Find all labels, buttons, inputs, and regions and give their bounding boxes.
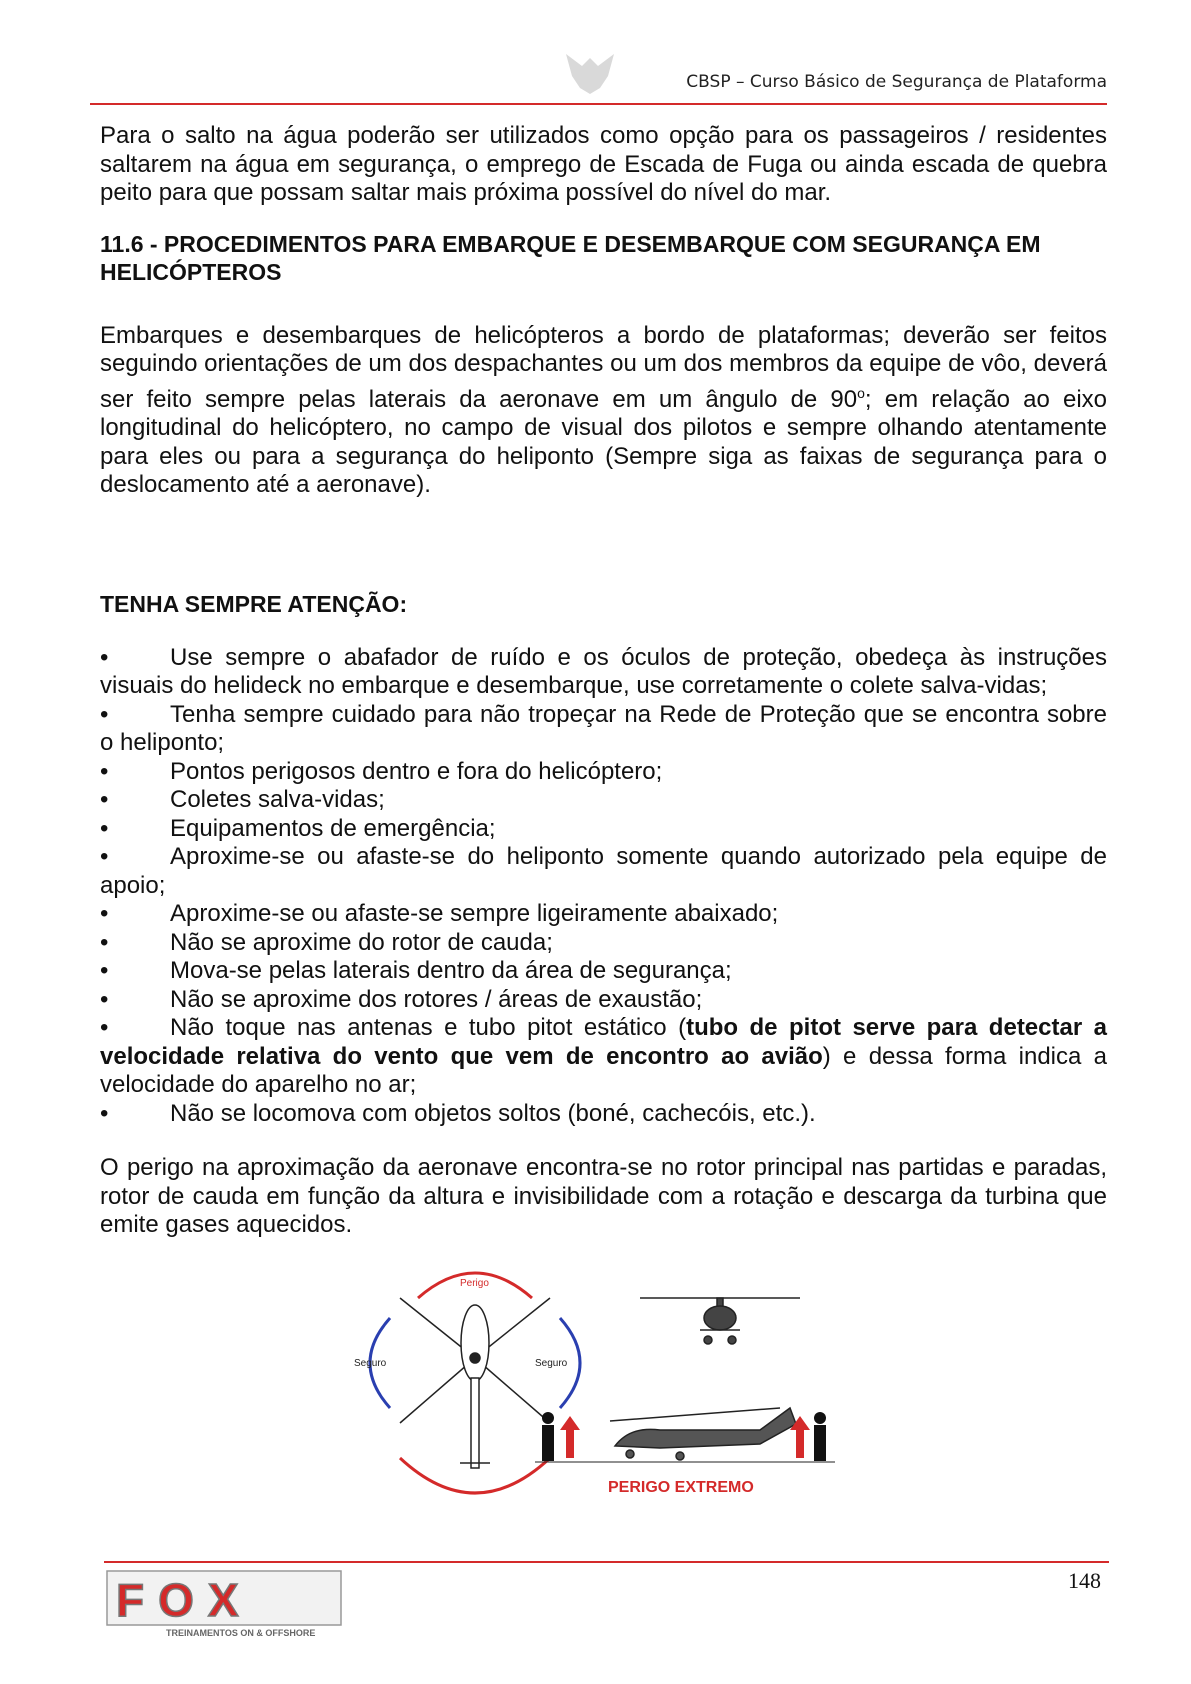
arrow-left-icon [560,1416,580,1458]
svg-text:TREINAMENTOS ON & OFFSHORE: TREINAMENTOS ON & OFFSHORE [166,1628,316,1638]
degree-sup: o [857,384,865,401]
list-item: • Use sempre o abafador de ruído e os óculos de proteção, obedeça às instruções visuais do helideck no embarque e desembarque, use corretamente o colete salva-vidas; [100,643,1107,699]
bullet-icon: • [100,1014,109,1041]
bullet-icon: • [100,1099,109,1127]
header-rule [90,103,1107,105]
list-item: • Aproxime-se ou afaste-se do heliponto somente quando autorizado pela equipe de apoio; [100,843,1107,899]
bullet-icon: • [100,786,109,813]
page-number: 148 [1068,1568,1101,1593]
bullet-icon: • [100,643,109,671]
list-item: • Aproxime-se ou afaste-se sempre ligeiramente abaixado; [100,900,779,927]
list-item: • Não se aproxime dos rotores / áreas de exaustão; [100,985,703,1013]
list-item: • Coletes salva-vidas; [100,786,385,813]
helicopter-top-view-icon [400,1298,550,1468]
person-left-icon [542,1412,554,1461]
attention-heading: TENHA SEMPRE ATENÇÃO: [100,590,408,617]
fox-watermark-icon [560,48,620,98]
bullet-icon: • [100,700,109,728]
bullet-icon: • [100,928,109,956]
label-seguro-left: Seguro [354,1358,387,1369]
page-content [100,122,1107,1240]
fox-logo-icon [106,1570,342,1638]
helicopter-safety-figure [354,1258,850,1518]
bullet-icon: • [100,957,109,984]
bullet-icon: • [100,757,109,785]
footer-rule [104,1561,1109,1563]
label-perigo-extremo: PERIGO EXTREMO [608,1479,754,1496]
bullet-icon: • [100,985,109,1013]
attention-list [100,644,1107,1129]
bullet-icon: • [100,814,109,842]
person-right-icon [814,1412,826,1461]
danger-paragraph: O perigo na aproximação da aeronave encontra-se no rotor principal nas partidas e paradas, rotor de cauda em função da altura e invisibilidade com a rotação e descarga da turbina que emite gases aquecidos. [100,1154,1107,1238]
svg-text:FOX: FOX [116,1574,253,1626]
boarding-text-b: ; em relação ao eixo longitudinal do helicóptero, no campo de visual dos pilotos e sempre olhando atentamente para eles ou para a segurança do heliponto (Sempre siga as faixas de segurança para o deslocamento até a aeronave). [100,385,1107,498]
list-item: • Tenha sempre cuidado para não tropeçar na Rede de Proteção que se encontra sobre o heliponto; [100,700,1107,756]
boarding-paragraph [100,322,1107,500]
bullet-icon: • [100,900,109,927]
list-item: • Pontos perigosos dentro e fora do helicóptero; [100,757,663,785]
bullet-icon: • [100,843,109,870]
section-heading: 11.6 - PROCEDIMENTOS PARA EMBARQUE E DESEMBARQUE COM SEGURANÇA EM HELICÓPTEROS [100,230,1041,285]
intro-paragraph: Para o salto na água poderão ser utilizados como opção para os passageiros / residentes saltarem na água em segurança, o emprego de Escada de Fuga ou ainda escada de quebra peito para que possam saltar mais próxima possível do nível do mar. [100,122,1107,206]
label-seguro-right: Seguro [535,1358,568,1369]
list-item: • Não se aproxime do rotor de cauda; [100,928,553,956]
helicopter-side-view-icon [610,1408,796,1460]
list-item: • Mova-se pelas laterais dentro da área de segurança; [100,957,732,984]
list-item: • Não se locomova com objetos soltos (boné, cachecóis, etc.). [100,1099,816,1127]
boarding-text-a: Embarques e desembarques de helicópteros a bordo de plataformas; deverão ser feitos seguindo orientações de um dos despachantes ou um dos membros da equipe de vôo, deverá ser feito sempre pelas laterais da aeronave em um ângulo de 90 [100,321,1107,413]
list-item: • Equipamentos de emergência; [100,814,496,842]
list-item-pitot: • Não toque nas antenas e tubo pitot estático (tubo de pitot serve para detectar a velocidade relativa do vento que vem de encontro ao avião) e dessa forma indica a velocidade do aparelho no ar; [100,1014,1108,1098]
helicopter-front-view-icon [640,1298,800,1344]
header-title: CBSP – Curso Básico de Segurança de Plataforma [686,72,1107,92]
label-perigo: Perigo [460,1278,489,1289]
